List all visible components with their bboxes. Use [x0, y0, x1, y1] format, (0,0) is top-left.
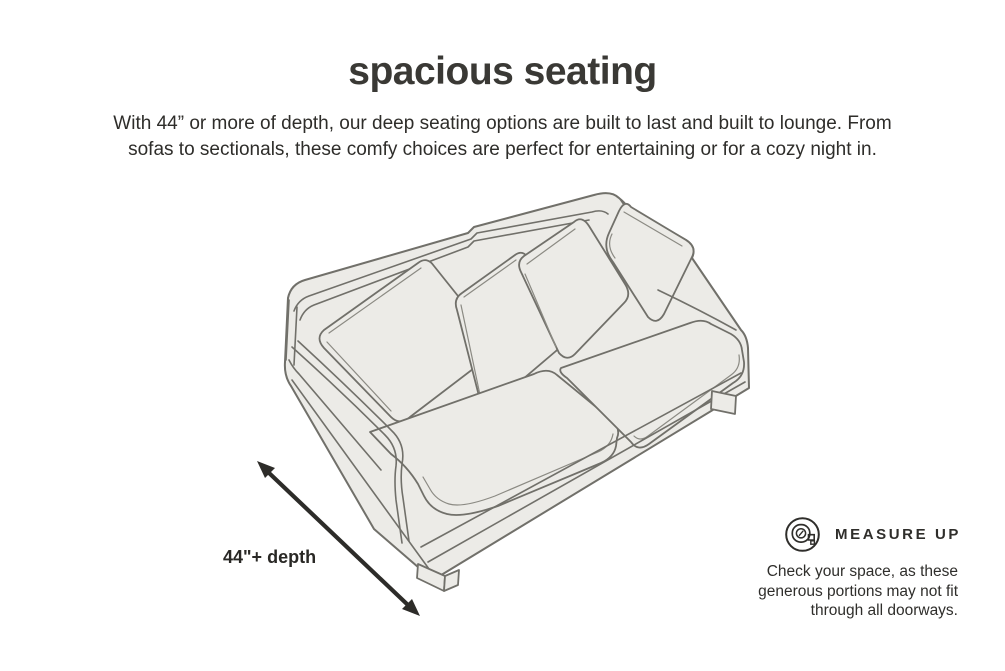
- intro-line-1: With 44” or more of depth, our deep seating options are built to last and built to lounge. From: [113, 113, 892, 134]
- sofa-body: [285, 193, 749, 591]
- measure-up-note: [747, 562, 958, 621]
- depth-dimension-label: 44"+ depth: [223, 547, 317, 567]
- measure-note-line-2: generous portions may not fit: [758, 582, 958, 600]
- measure-up-section: [747, 516, 962, 621]
- measure-note-line-1: Check your space, as these: [766, 563, 958, 580]
- tape-measure-icon: [784, 516, 821, 553]
- intro-line-2: sofas to sectionals, these comfy choices are perfect for entertaining or for a cozy night in.: [128, 139, 877, 160]
- page-title: spacious seating: [348, 50, 657, 93]
- measure-up-header: [747, 516, 962, 553]
- measure-note-line-3: through all doorways.: [810, 602, 958, 619]
- measure-up-heading: MEASURE UP: [835, 526, 962, 543]
